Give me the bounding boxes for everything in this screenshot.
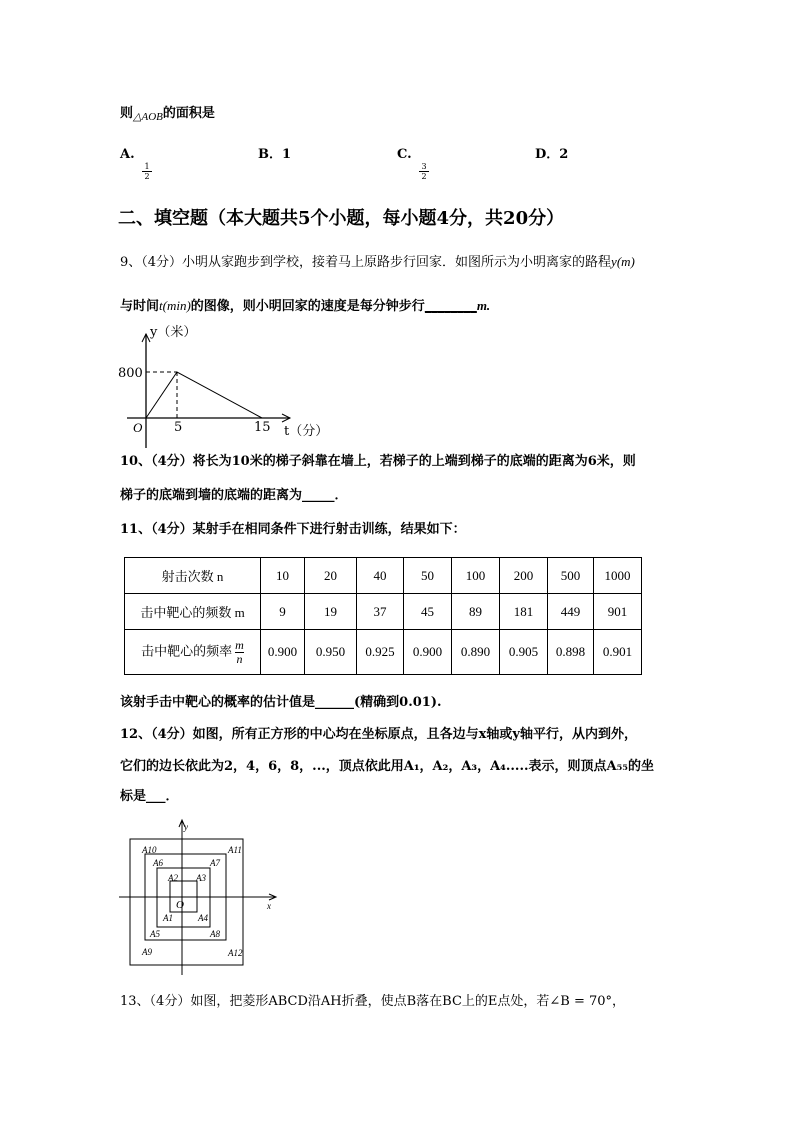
label-a4: A4 bbox=[198, 913, 208, 923]
cell: 200 bbox=[500, 558, 548, 594]
axis-y-label: y bbox=[184, 822, 188, 832]
label-a3: A3 bbox=[196, 873, 206, 883]
label-a7: A7 bbox=[210, 858, 220, 868]
q12-line3: 标是___． bbox=[120, 789, 179, 804]
cell: 89 bbox=[452, 594, 500, 630]
q9-line1: 9、（4分）小明从家跑步到学校，接着马上原路步行回家．如图所示为小明离家的路程y(m) bbox=[120, 254, 635, 270]
q11-after: 该射手击中靶心的概率的估计值是______(精确到0.01). bbox=[120, 695, 442, 710]
label-a10: A10 bbox=[142, 845, 157, 855]
origin-label: O bbox=[176, 899, 184, 911]
graph-xtick-5: 5 bbox=[174, 420, 183, 435]
option-a-fraction: $\frac{1}{2}$ bbox=[142, 162, 152, 181]
label-a12: A12 bbox=[228, 948, 243, 958]
cell: 0.900 bbox=[404, 630, 452, 675]
q10-line2: 梯子的底端到墙的底端的距离为_____． bbox=[120, 488, 348, 503]
option-a: A. bbox=[120, 147, 135, 162]
graph-xlabel: t（分） bbox=[284, 424, 329, 439]
graph-xtick-15: 15 bbox=[254, 420, 271, 435]
row-header: 击中靶心的频率 $\frac{m}{n}$ bbox=[125, 630, 261, 675]
axis-x-label: x bbox=[267, 901, 271, 911]
option-c: C. bbox=[397, 147, 412, 162]
cell: 37 bbox=[357, 594, 404, 630]
q13-line1: 13、（4分）如图，把菱形ABCD沿AH折叠，使点B落在BC上的E点处，若∠B = 70°， bbox=[120, 994, 626, 1009]
q12-line1: 12、（4分）如图，所有正方形的中心均在坐标原点，且各边与x轴或y轴平行，从内到外， bbox=[120, 727, 637, 742]
graph-ylabel: y（米） bbox=[150, 325, 197, 340]
label-a1: A1 bbox=[163, 913, 173, 923]
option-c-fraction: $\frac{3}{2}$ bbox=[419, 162, 429, 181]
cell: 0.950 bbox=[305, 630, 357, 675]
q10-line1: 10、（4分）将长为10米的梯子斜靠在墙上，若梯子的上端到梯子的底端的距离为6米，则 bbox=[120, 454, 636, 469]
row-header: 击中靶心的频数 m bbox=[125, 594, 261, 630]
cell: 181 bbox=[500, 594, 548, 630]
section-heading: 二、填空题（本大题共5个小题，每小题4分，共20分） bbox=[118, 208, 565, 229]
cell: 45 bbox=[404, 594, 452, 630]
q9-line2: 与时间t(min)的图像，则小明回家的速度是每分钟步行________m. bbox=[120, 298, 491, 314]
label-a6: A6 bbox=[153, 858, 163, 868]
label-a5: A5 bbox=[150, 929, 160, 939]
vertex-labels bbox=[141, 822, 271, 958]
option-b: B．1 bbox=[258, 147, 292, 162]
cell: 449 bbox=[548, 594, 594, 630]
cell: 901 bbox=[594, 594, 642, 630]
option-d: D．2 bbox=[535, 147, 569, 162]
cell: 1000 bbox=[594, 558, 642, 594]
cell: 0.925 bbox=[357, 630, 404, 675]
cell: 0.901 bbox=[594, 630, 642, 675]
cell: 50 bbox=[404, 558, 452, 594]
q12-line2: 它们的边长依此为2，4，6，8，...，顶点依此用A₁，A₂，A₃，A₄.....表示，则顶点A₅₅的坐 bbox=[120, 759, 654, 774]
cell: 20 bbox=[305, 558, 357, 594]
label-a8: A8 bbox=[210, 929, 220, 939]
cell: 0.905 bbox=[500, 630, 548, 675]
graph-origin: O bbox=[133, 420, 143, 435]
cell: 10 bbox=[261, 558, 305, 594]
label-a9: A9 bbox=[142, 947, 152, 957]
cell: 19 bbox=[305, 594, 357, 630]
label-a11: A11 bbox=[228, 845, 242, 855]
cell: 0.900 bbox=[261, 630, 305, 675]
cell: 500 bbox=[548, 558, 594, 594]
cell: 9 bbox=[261, 594, 305, 630]
q8-stem: 则$_{\triangle AOB}$的面积是 bbox=[120, 106, 215, 123]
cell: 0.890 bbox=[452, 630, 500, 675]
q11-line1: 11、（4分）某射手在相同条件下进行射击训练，结果如下： bbox=[120, 522, 466, 537]
cell: 100 bbox=[452, 558, 500, 594]
cell: 40 bbox=[357, 558, 404, 594]
label-a2: A2 bbox=[168, 873, 178, 883]
graph-ytick: 800 bbox=[118, 366, 143, 381]
cell: 0.898 bbox=[548, 630, 594, 675]
row-header: 射击次数 n bbox=[125, 558, 261, 594]
